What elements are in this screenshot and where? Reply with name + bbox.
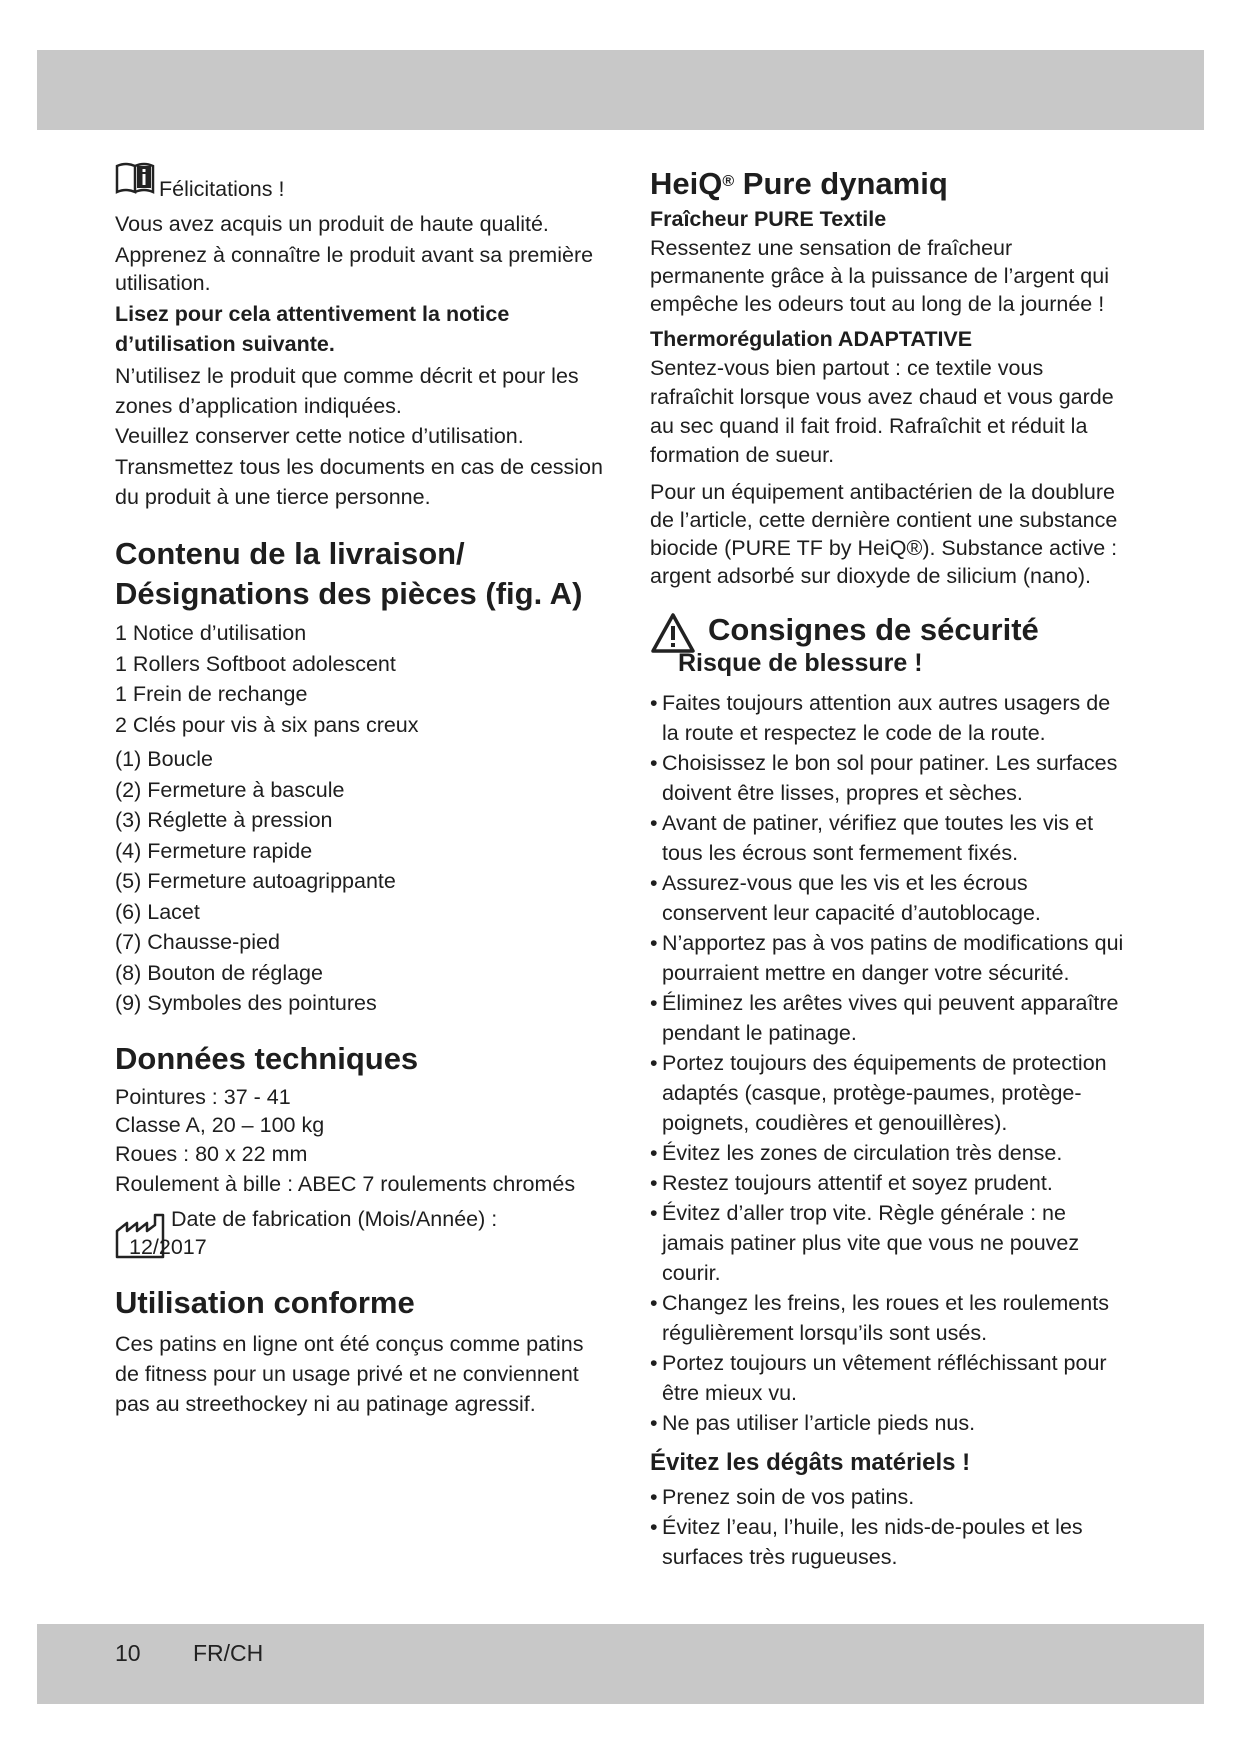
technical-heading: Données techniques [115, 1040, 419, 1076]
damage-list [650, 1482, 1130, 1572]
tech-sizes: Pointures : 37 - 41 [115, 1084, 291, 1109]
safety-heading: Consignes de sécurité [708, 612, 1039, 647]
contents-heading: Contenu de la livraison/ Désignations des pièces (fig. A) [115, 536, 583, 611]
right-column [650, 160, 1130, 1572]
registered-mark: ® [722, 173, 735, 190]
header-band [37, 50, 1204, 130]
freshness-title: Fraîcheur PURE Textile [650, 207, 887, 231]
intro-line-5: Transmettez tous les documents en cas de cession du produit à une tierce personne. [115, 455, 603, 509]
damage-item: • Prenez soin de vos patins. [650, 1482, 1130, 1512]
intro-line-2: Apprenez à connaître le produit avant sa première utilisation. [115, 243, 594, 295]
thermo-title: Thermorégulation ADAPTATIVE [650, 327, 973, 351]
thermo-text: Sentez-vous bien partout : ce textile vous rafraîchit lorsque vous avez chaud et vous garde au sec quand il fait froid. Rafraîchit et réduit la formation de sueur. [650, 356, 1114, 467]
safety-item: • Portez toujours un vêtement réfléchissant pour être mieux vu. [650, 1348, 1130, 1408]
damage-item: • Évitez l’eau, l’huile, les nids-de-poules et les surfaces très rugueuses. [650, 1512, 1130, 1572]
manufacture-date-row [115, 1205, 605, 1261]
intro-line-3: N’utilisez le produit que comme décrit et pour les zones d’application indiquées. [115, 364, 579, 418]
part-item: (8) Bouton de réglage [115, 960, 323, 985]
delivery-list [115, 618, 605, 740]
safety-item: • Restez toujours attentif et soyez prudent. [650, 1168, 1130, 1198]
safety-item: • Faites toujours attention aux autres usagers de la route et respectez le code de la route. [650, 688, 1130, 748]
intro-bold-instruction: Lisez pour cela attentivement la notice d’utilisation suivante. [115, 302, 510, 356]
language-code: FR/CH [193, 1640, 264, 1666]
part-item: (1) Boucle [115, 747, 213, 771]
safety-item: • Évitez les zones de circulation très dense. [650, 1138, 1130, 1168]
part-item: (2) Fermeture à bascule [115, 777, 345, 802]
delivery-item: 2 Clés pour vis à six pans creux [115, 712, 419, 737]
tech-class: Classe A, 20 – 100 kg [115, 1112, 325, 1137]
part-item: (4) Fermeture rapide [115, 838, 313, 863]
delivery-item: 1 Rollers Softboot adolescent [115, 651, 396, 676]
part-item: (3) Réglette à pression [115, 808, 333, 832]
intro-line-1: Vous avez acquis un produit de haute qualité. [115, 212, 549, 236]
safety-list [650, 688, 1130, 1438]
intro-line-4: Veuillez conserver cette notice d’utilisation. [115, 424, 524, 448]
part-item: (5) Fermeture autoagrippante [115, 869, 396, 893]
delivery-item: 1 Frein de rechange [115, 682, 308, 706]
safety-item: • Choisissez le bon sol pour patiner. Les surfaces doivent être lisses, propres et sèches. [650, 748, 1130, 808]
intro-greeting-line [115, 160, 605, 207]
antibacterial-text: Pour un équipement antibactérien de la doublure de l’article, cette dernière contient une substance biocide (PURE TF by HeiQ®). Substance active : argent adsorbé sur dioxyde de silicium (nano). [650, 480, 1118, 588]
safety-item: • Portez toujours des équipements de protection adaptés (casque, protège-paumes, protège-poignets, coudières et genouillères). [650, 1048, 1130, 1138]
part-item: (9) Symboles des pointures [115, 991, 377, 1015]
safety-item: • Changez les freins, les roues et les roulements régulièrement lorsqu’ils sont usés. [650, 1288, 1130, 1348]
tech-bearing: Roulement à bille : ABEC 7 roulements chromés [115, 1171, 576, 1196]
usage-heading: Utilisation conforme [115, 1284, 415, 1320]
safety-subheading: Risque de blessure ! [678, 649, 923, 677]
part-item: (7) Chausse-pied [115, 930, 280, 954]
safety-heading-block [650, 610, 1130, 680]
safety-item: • Avant de patiner, vérifiez que toutes les vis et tous les écrous sont fermement fixés. [650, 808, 1130, 868]
heiq-heading-brand: HeiQ [650, 166, 723, 201]
damage-heading: Évitez les dégâts matériels ! [650, 1449, 971, 1476]
freshness-text: Ressentez une sensation de fraîcheur permanente grâce à la puissance de l’argent qui empêche les odeurs tout au long de la journée ! [650, 236, 1109, 316]
safety-item: • N’apportez pas à vos patins de modifications qui pourraient mettre en danger votre sécurité. [650, 928, 1130, 988]
heiq-heading [650, 164, 1130, 204]
safety-item: • Éliminez les arêtes vives qui peuvent apparaître pendant le patinage. [650, 988, 1130, 1048]
heiq-heading-rest: Pure dynamiq [734, 166, 948, 201]
safety-item: • Ne pas utiliser l’article pieds nus. [650, 1408, 1130, 1438]
manufacture-date-text: Date de fabrication (Mois/Année) : 12/2017 [129, 1206, 498, 1259]
part-item: (6) Lacet [115, 899, 200, 924]
read-manual-icon [115, 160, 159, 207]
greeting-text: Félicitations ! [159, 177, 285, 201]
usage-text: Ces patins en ligne ont été conçus comme patins de fitness pour un usage privé et ne conviennent pas au streethockey ni au patinage agressif. [115, 1331, 584, 1416]
page-number: 10 [115, 1640, 141, 1666]
delivery-item: 1 Notice d’utilisation [115, 621, 307, 645]
safety-item: • Évitez d’aller trop vite. Règle générale : ne jamais patiner plus vite que vous ne pouvez courir. [650, 1198, 1130, 1288]
left-column [115, 160, 605, 1419]
safety-item: • Assurez-vous que les vis et les écrous conservent leur capacité d’autoblocage. [650, 868, 1130, 928]
tech-wheels: Roues : 80 x 22 mm [115, 1141, 308, 1166]
parts-list [115, 744, 605, 1019]
